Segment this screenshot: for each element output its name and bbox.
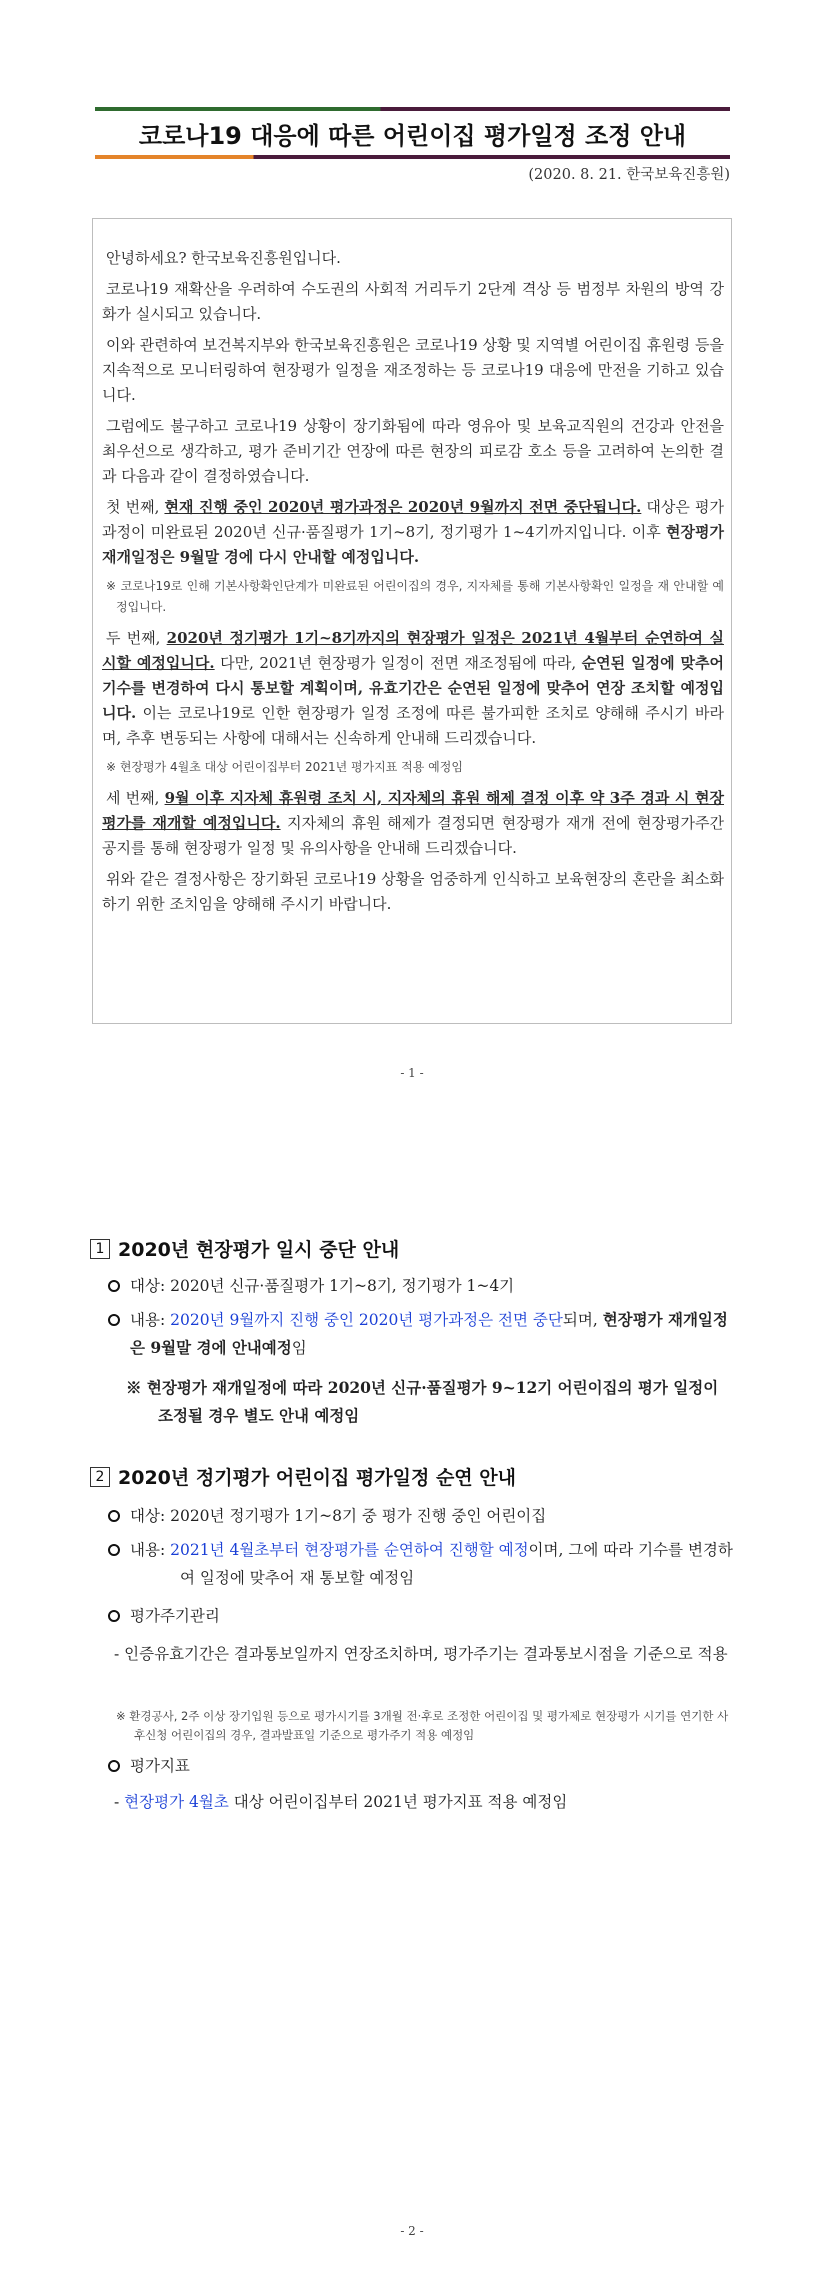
s2-cycle-note: ※ 환경공사, 2주 이상 장기입원 등으로 평가시기를 3개월 전·후로 조정한 어린이집 및 평가제로 현장평가 시기를 연기한 사후신청 어린이집의 경우, 결과발표일 기준으로 평가주기 적용 예정임 [116,1709,729,1742]
circle-bullet-icon [108,1280,120,1292]
s2-content-label: 내용: [130,1541,171,1559]
letter-body [102,246,724,923]
p6-bold: 9월 이후 지자체 휴원령 조치 시, 지자체의 휴원 해제 결정 이후 약 3주 경과 시 현장평가를 재개할 예정입니다. [102,789,725,832]
p5-bold: 2020년 정기평가 1기~8기까지의 현장평가 일정은 2021년 4월부터 순연하여 실시할 예정입니다. [102,629,724,672]
paragraph-2: 이와 관련하여 보건복지부와 한국보육진흥원은 코로나19 상황 및 지역별 어린이집 휴원령 등을 지속적으로 모니터링하여 현장평가 일정을 재조정하는 등 코로나19 대응에 만전을 기하고 있습니다. [102,336,724,404]
s1-target: 대상: 2020년 신규·품질평가 1기~8기, 정기평가 1~4기 [130,1277,515,1295]
paragraph-3: 그럼에도 불구하고 코로나19 상황이 장기화됨에 따라 영유아 및 보육교직원의 건강과 안전을 최우선으로 생각하고, 평가 준비기간 연장에 따른 현장의 피로감 호소 등을 고려하여 논의한 결과 다음과 같이 결정하였습니다. [102,417,724,485]
page-title: 코로나19 대응에 따른 어린이집 평가일정 조정 안내 [138,122,687,150]
section-2-heading [90,1463,516,1490]
s1-content-blue: 2020년 9월까지 진행 중인 2020년 평가과정은 전면 중단 [170,1311,563,1329]
s1-content-tail1: 되며, [562,1311,603,1329]
note-1: ※ 코로나19로 인해 기본사항확인단계가 미완료된 어린이집의 경우, 지자체를 통해 기본사항확인 일정을 재 안내할 예정입니다. [106,579,724,614]
p5-bold2: 순연된 일정에 맞추어 기수를 변경하여 다시 통보할 계획이며, 유효기간은 순연된 일정에 맞추어 연장 조치할 예정입니다. [102,654,724,722]
s2-index-dash: - [114,1793,125,1811]
page-number-1: - 1 - [400,1066,424,1080]
s2-index-title: 평가지표 [130,1757,190,1775]
p4-mid: 대상은 평가과정이 미완료된 2020년 신규·품질평가 1기~8기, 정기평가 1~4기까지입니다. 이후 [102,498,724,541]
s1-content-label: 내용: [130,1311,171,1329]
circle-bullet-icon [108,1510,120,1522]
p4-bold2: 현장평가 재개일정은 9월말 경에 다시 안내할 예정입니다. [102,523,724,566]
p5-lead: 두 번째, [106,629,167,647]
title-block [95,107,730,159]
page-number-2: - 2 - [400,2224,424,2238]
p6-lead: 세 번째, [106,789,165,807]
section-2-title: 2020년 정기평가 어린이집 평가일정 순연 안내 [118,1467,516,1489]
s2-target: 대상: 2020년 정기평가 1기~8기 중 평가 진행 중인 어린이집 [130,1507,547,1525]
p5-tail: 이는 코로나19로 인한 현장평가 일정 조정에 따른 불가피한 조치로 양해해 주시기 바라며, 추후 변동되는 사항에 대해서는 신속하게 안내해 드리겠습니다. [102,704,724,747]
dateline: (2020. 8. 21. 한국보육진흥원) [528,167,730,183]
s2-index-tail: 대상 어린이집부터 2021년 평가지표 적용 예정임 [228,1793,568,1811]
p4-bold: 현재 진행 중인 2020년 평가과정은 2020년 9월까지 전면 중단됩니다. [164,498,642,516]
s1-note: ※ 현장평가 재개일정에 따라 2020년 신규·품질평가 9~12기 어린이집의 평가 일정이 조정될 경우 별도 안내 예정임 [126,1378,719,1425]
paragraph-6 [102,786,724,861]
circle-bullet-icon [108,1760,120,1772]
paragraph-4 [102,495,724,570]
s2-content-tail: 이며, 그에 따라 기수를 변경하여 일정에 맞추어 재 통보할 예정임 [180,1541,733,1587]
s2-content-item [108,1536,736,1592]
section-1-heading [90,1235,399,1262]
greeting: 안녕하세요? 한국보육진흥원입니다. [106,249,341,267]
note-2: ※ 현장평가 4월초 대상 어린이집부터 2021년 평가지표 적용 예정임 [106,760,463,774]
paragraph-1: 코로나19 재확산을 우려하여 수도권의 사회적 거리두기 2단계 격상 등 범정부 차원의 방역 강화가 실시되고 있습니다. [102,280,724,323]
p5-mid: 다만, 2021년 현장평가 일정이 전면 재조정됨에 따라, [214,654,582,672]
s1-target-item [108,1272,733,1300]
s2-index-text [114,1788,736,1816]
p4-lead: 첫 번째, [106,498,165,516]
circle-bullet-icon [108,1610,120,1622]
title-top-rule [95,107,730,111]
circle-bullet-icon [108,1314,120,1326]
p6-tail: 지자체의 휴원 해제가 결정되면 현장평가 재개 전에 현장평가주간 공지를 통해 현장평가 일정 및 유의사항을 안내해 드리겠습니다. [102,814,724,857]
paragraph-7: 위와 같은 결정사항은 장기화된 코로나19 상황을 엄중하게 인식하고 보육현장의 혼란을 최소화하기 위한 조치임을 양해해 주시기 바랍니다. [102,870,724,913]
s1-content-tail2: 임 [291,1339,307,1357]
s2-target-item [108,1502,733,1530]
paragraph-5 [102,626,724,751]
title-bottom-rule [95,155,730,159]
section-2-number: 2 [90,1467,110,1487]
s1-content-bold: 현장평가 재개일정은 9월말 경에 안내예정 [130,1310,728,1357]
s2-cycle-title: 평가주기관리 [130,1607,220,1625]
section-1-title: 2020년 현장평가 일시 중단 안내 [118,1239,400,1261]
circle-bullet-icon [108,1544,120,1556]
s2-content-blue: 2021년 4월초부터 현장평가를 순연하여 진행할 예정 [170,1541,529,1559]
s2-index-blue: 현장평가 4월초 [124,1793,229,1811]
s1-content-item [108,1306,736,1362]
s2-index-item [108,1752,733,1780]
section-1-number: 1 [90,1239,110,1259]
s2-cycle-text: - 인증유효기간은 결과통보일까지 연장조치하며, 평가주기는 결과통보시점을 기준으로 적용 [114,1645,728,1663]
s2-cycle-item [108,1602,733,1630]
